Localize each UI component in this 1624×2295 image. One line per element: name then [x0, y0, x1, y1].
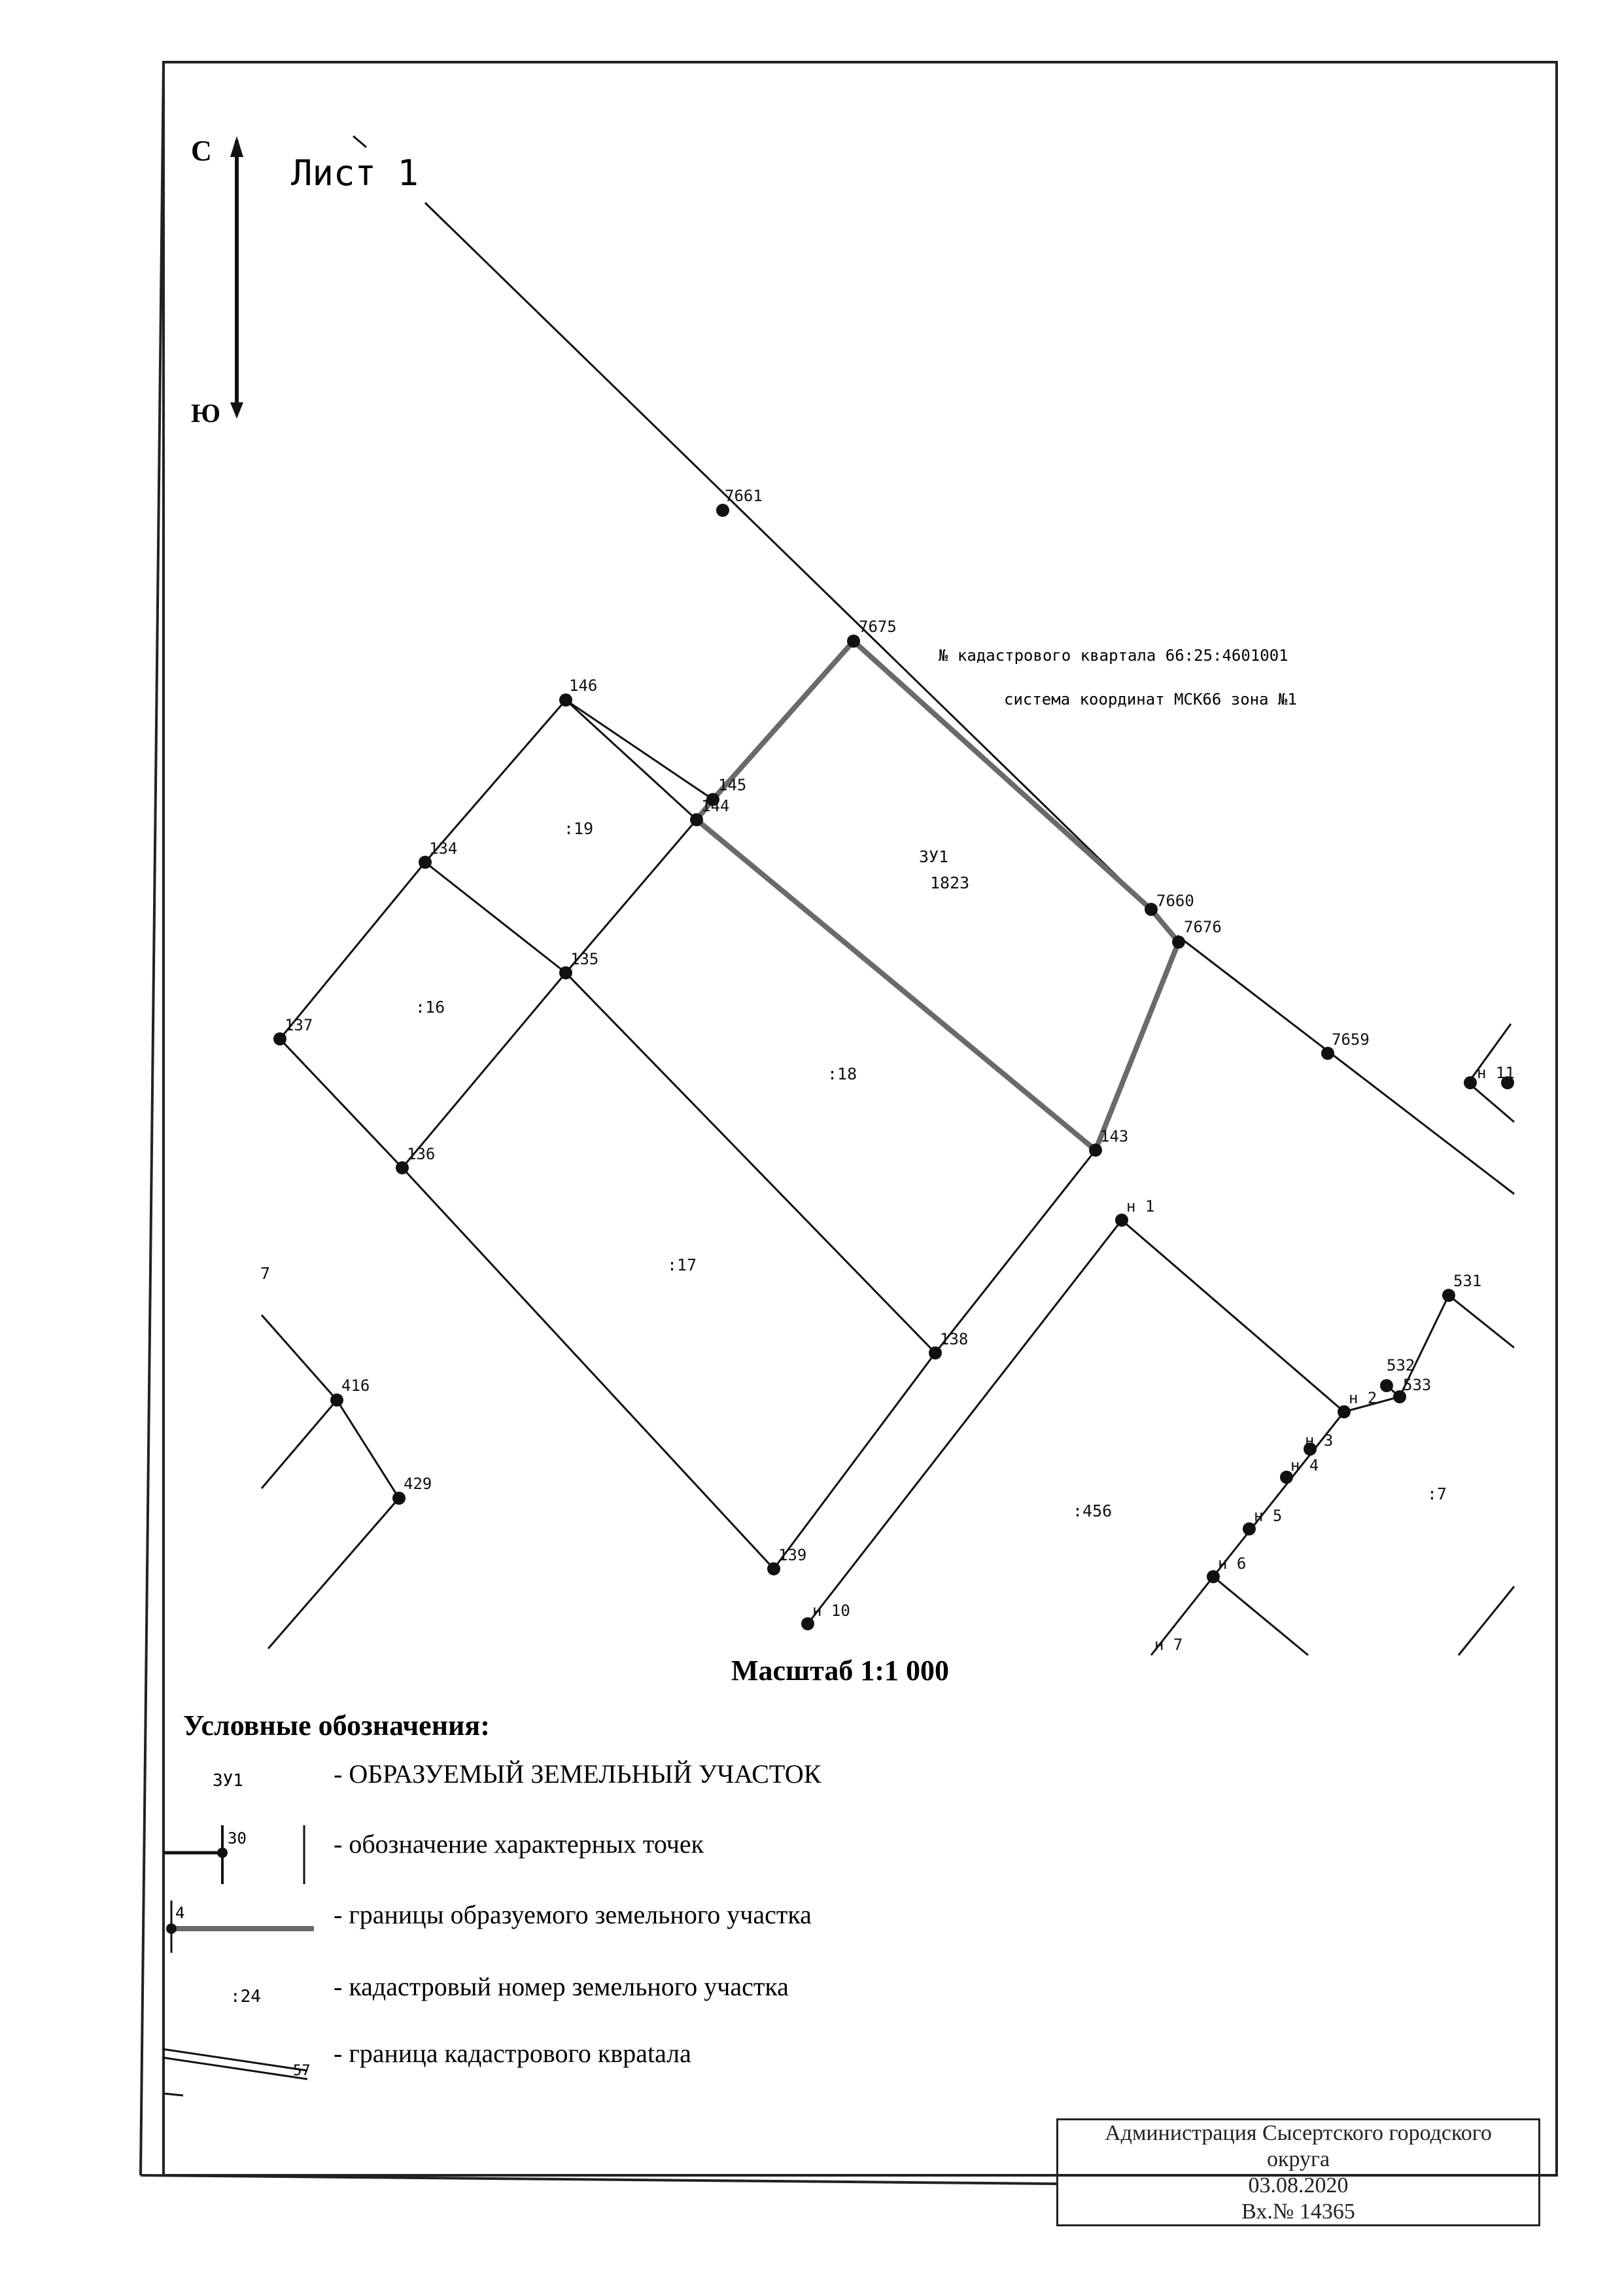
legend-symbol-30: 30	[228, 1829, 247, 1848]
legend-symbol-24: :24	[230, 1987, 261, 2006]
legend-text-cadastral-number: - кадастровый номер земельного участка	[334, 1972, 789, 2001]
registration-stamp	[1056, 2118, 1540, 2226]
point-marker	[1464, 1076, 1477, 1089]
sheet-title: Лист 1	[291, 152, 419, 194]
legend-text-points: - обозначение характерных точек	[334, 1829, 704, 1859]
stamp-line-1: Администрация Сысертского городского	[1105, 2121, 1492, 2145]
point-label-n2: н 2	[1349, 1389, 1377, 1407]
legend-symbol-57: 57	[293, 2063, 311, 2079]
stamp-reg-number: Вх.№ 14365	[1241, 2199, 1355, 2224]
point-label-n7: н 7	[1154, 1636, 1183, 1654]
legend-boundary-point-icon	[166, 1923, 177, 1934]
stamp-line-2: округа	[1266, 2147, 1330, 2171]
formed-parcel-boundary	[697, 641, 1179, 1150]
point-label-n4: н 4	[1290, 1456, 1319, 1475]
point-marker	[1380, 1379, 1393, 1392]
point-marker	[1442, 1289, 1455, 1302]
legend-item-quarter-boundary	[162, 2039, 691, 2095]
legend-item-formed-parcel	[213, 1759, 821, 1791]
legend-symbol-4: 4	[175, 1904, 185, 1922]
point-label-416: 416	[341, 1376, 370, 1395]
point-label-429: 429	[404, 1475, 432, 1493]
frame-left-line	[141, 62, 164, 2175]
point-label-144: 144	[701, 797, 730, 815]
point-marker	[847, 635, 860, 648]
parcel-label-16: :16	[415, 998, 445, 1017]
point-marker	[330, 1393, 343, 1407]
point-marker	[419, 856, 432, 869]
parcel-label-456: :456	[1073, 1501, 1113, 1520]
parcel-label-7-left: 7	[260, 1264, 271, 1283]
south-label: Ю	[191, 398, 221, 428]
legend-text-boundary: - границы образуемого земельного участка	[334, 1900, 812, 1929]
tick-mark	[353, 136, 366, 147]
point-marker	[1338, 1405, 1351, 1418]
coordinate-system: система координат МСК66 зона №1	[1004, 690, 1297, 709]
point-label-n10: н 10	[812, 1602, 850, 1620]
point-marker	[273, 1032, 286, 1045]
characteristic-points	[273, 504, 1514, 1630]
north-arrow	[191, 135, 243, 428]
point-marker	[559, 966, 572, 979]
point-label-533: 533	[1403, 1376, 1432, 1394]
legend-title: Условные обозначения:	[183, 1709, 490, 1742]
point-label-136: 136	[407, 1145, 436, 1163]
scale-label: Масштаб 1:1 000	[731, 1655, 950, 1687]
point-label-n3: н 3	[1305, 1431, 1334, 1450]
parcel-area-zu1: 1823	[930, 873, 970, 892]
point-label-146: 146	[569, 676, 598, 695]
point-label-531: 531	[1453, 1272, 1482, 1290]
parcel-label-17: :17	[667, 1255, 697, 1274]
legend-item-parcel-boundary	[166, 1900, 812, 1953]
legend-text-formed-parcel: - ОБРАЗУЕМЫЙ ЗЕМЕЛЬНЫЙ УЧАСТОК	[334, 1759, 821, 1789]
point-label-n5: н 5	[1254, 1507, 1283, 1525]
point-marker	[396, 1161, 409, 1174]
point-marker	[1115, 1214, 1128, 1227]
point-label-7661: 7661	[725, 487, 763, 505]
point-label-7675: 7675	[859, 618, 897, 636]
north-label: С	[191, 135, 212, 167]
point-label-137: 137	[285, 1016, 313, 1034]
point-label-135: 135	[570, 950, 599, 968]
point-label-n6: н 6	[1218, 1554, 1247, 1573]
legend-symbol-zu1: ЗУ1	[213, 1771, 243, 1791]
point-label-n1: н 1	[1126, 1197, 1155, 1216]
point-label-7676: 7676	[1184, 918, 1222, 936]
point-marker	[1321, 1047, 1334, 1060]
point-marker	[1172, 936, 1185, 949]
parcel-label-19: :19	[564, 819, 594, 838]
point-marker	[559, 693, 572, 707]
point-label-532: 532	[1387, 1356, 1415, 1375]
point-marker	[716, 504, 729, 517]
parcel-label-zu1: ЗУ1	[919, 847, 949, 866]
point-label-139: 139	[778, 1546, 807, 1564]
point-label-7660: 7660	[1156, 892, 1194, 910]
parcel-label-7: :7	[1427, 1484, 1447, 1503]
point-marker	[767, 1562, 780, 1575]
point-marker	[1145, 903, 1158, 916]
point-marker	[690, 813, 703, 826]
point-label-143: 143	[1100, 1127, 1129, 1146]
point-marker	[1089, 1144, 1102, 1157]
legend-text-quarter-boundary: - граница кадастрового кврatала	[334, 2039, 691, 2068]
legend-item-characteristic-points	[164, 1825, 704, 1884]
quarter-number: № кадастрового квартала 66:25:4601001	[939, 646, 1288, 665]
point-label-7659: 7659	[1332, 1030, 1370, 1049]
point-label-145: 145	[718, 776, 747, 794]
point-marker	[929, 1346, 942, 1359]
point-marker	[392, 1492, 406, 1505]
point-label-138: 138	[940, 1330, 969, 1348]
point-label-134: 134	[429, 839, 458, 858]
stamp-date: 03.08.2020	[1248, 2173, 1349, 2198]
legend-point-icon	[217, 1848, 228, 1858]
parcel-label-18: :18	[827, 1064, 857, 1083]
point-label-n11: н 11	[1477, 1064, 1515, 1082]
legend-item-cadastral-number	[230, 1972, 789, 2006]
